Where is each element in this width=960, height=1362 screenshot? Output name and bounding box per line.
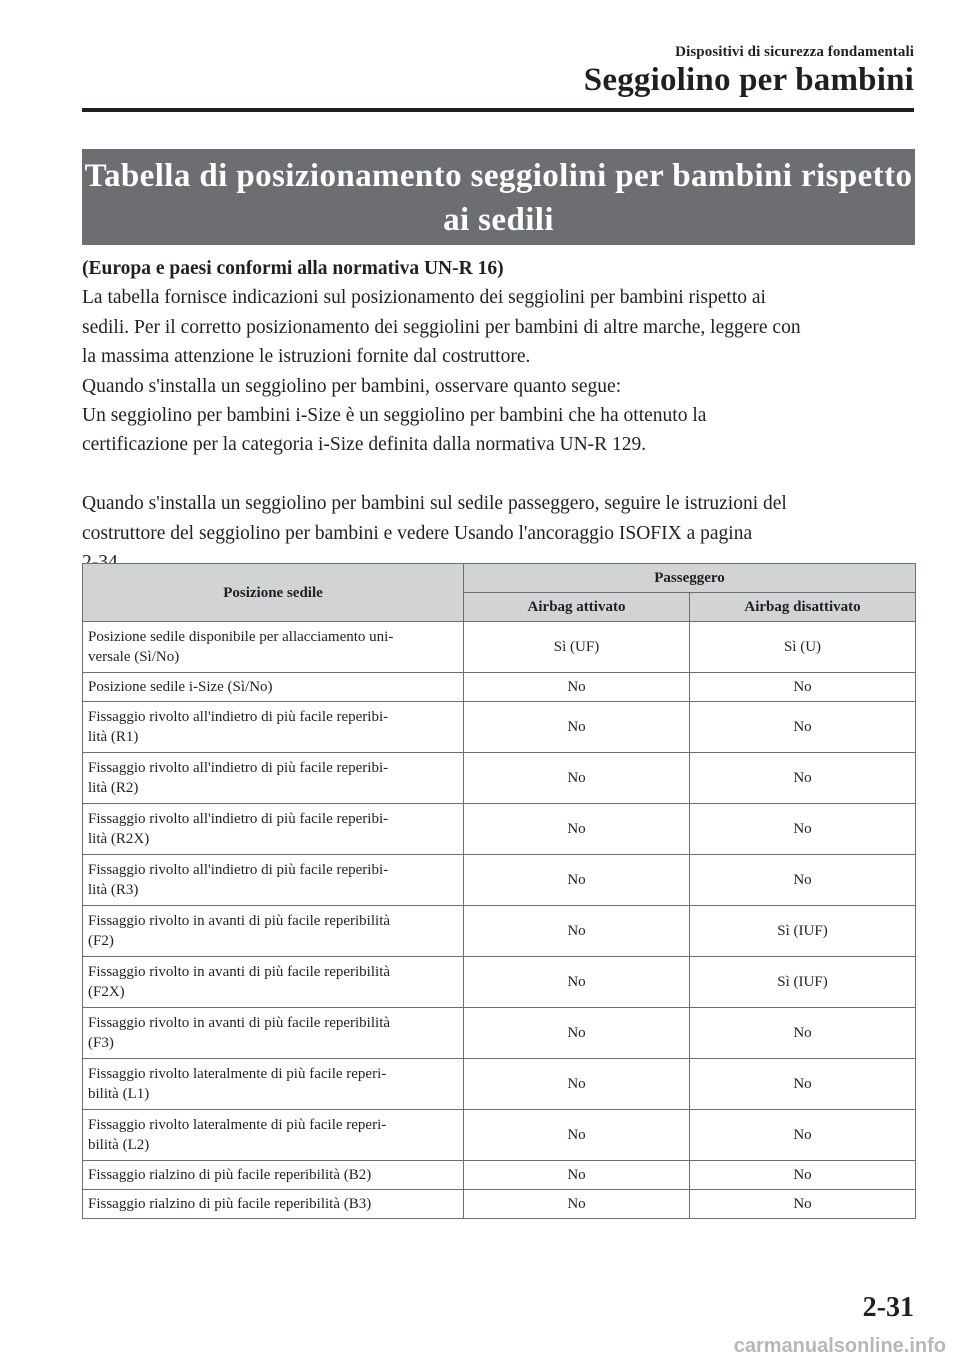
paragraph-line: Quando s'installa un seggiolino per bambini, osservare quanto segue:: [82, 375, 622, 397]
table-row: [83, 855, 916, 906]
row-label: Posizione sedile disponibile per allacciamento uni- versale (Sì/No): [83, 622, 464, 673]
airbag-off-value: No: [690, 753, 916, 804]
seat-compatibility-table: [82, 563, 916, 1219]
section-banner: [82, 149, 915, 245]
paragraph-line: Quando s'installa un seggiolino per bambini sul sedile passeggero, seguire le istruzioni del: [82, 493, 787, 515]
airbag-off-value: No: [690, 804, 916, 855]
subheading: (Europa e paesi conformi alla normativa UN-R 16): [82, 258, 504, 279]
table-row: [83, 673, 916, 702]
airbag-on-value: No: [464, 1059, 690, 1110]
airbag-on-value: No: [464, 957, 690, 1008]
airbag-on-value: No: [464, 804, 690, 855]
airbag-on-value: No: [464, 1110, 690, 1161]
section-header: Dispositivi di sicurezza fondamentali: [675, 44, 914, 60]
row-label: Fissaggio rivolto all'indietro di più facile reperibi- lità (R2X): [83, 804, 464, 855]
row-label: Posizione sedile i-Size (Sì/No): [83, 673, 464, 702]
row-label: Fissaggio rialzino di più facile reperibilità (B3): [83, 1190, 464, 1219]
airbag-off-value: No: [690, 1059, 916, 1110]
header-seat-position: Posizione sedile: [83, 564, 464, 622]
table-row: [83, 1161, 916, 1190]
airbag-on-value: No: [464, 702, 690, 753]
airbag-off-value: Sì (IUF): [690, 957, 916, 1008]
table-row: [83, 753, 916, 804]
paragraph-line: certificazione per la categoria i-Size definita dalla normativa UN-R 129.: [82, 434, 647, 456]
airbag-on-value: No: [464, 673, 690, 702]
airbag-off-value: No: [690, 1190, 916, 1219]
row-label: Fissaggio rivolto all'indietro di più facile reperibi- lità (R3): [83, 855, 464, 906]
table-row: [83, 1190, 916, 1219]
row-label: Fissaggio rialzino di più facile reperibilità (B2): [83, 1161, 464, 1190]
airbag-on-value: No: [464, 753, 690, 804]
row-label: Fissaggio rivolto in avanti di più facile reperibilità (F3): [83, 1008, 464, 1059]
airbag-off-value: No: [690, 1110, 916, 1161]
table-row: [83, 804, 916, 855]
row-label: Fissaggio rivolto in avanti di più facile reperibilità (F2): [83, 906, 464, 957]
table-row: [83, 1059, 916, 1110]
airbag-off-value: Sì (U): [690, 622, 916, 673]
paragraph-line: sedili. Per il corretto posizionamento dei seggiolini per bambini di altre marche, leggere con: [82, 316, 801, 338]
table-row: [83, 702, 916, 753]
paragraph-line: La tabella fornisce indicazioni sul posizionamento dei seggiolini per bambini rispetto ai: [82, 287, 766, 309]
airbag-on-value: No: [464, 855, 690, 906]
airbag-on-value: No: [464, 1008, 690, 1059]
row-label: Fissaggio rivolto all'indietro di più facile reperibi- lità (R1): [83, 702, 464, 753]
header-passenger: Passeggero: [464, 564, 916, 593]
airbag-off-value: No: [690, 855, 916, 906]
paragraph-line: la massima attenzione le istruzioni fornite dal costruttore.: [82, 346, 531, 368]
airbag-off-value: No: [690, 1161, 916, 1190]
header-airbag-on: Airbag attivato: [464, 593, 690, 622]
banner-line-1: Tabella di posizionamento seggiolini per bambini rispetto: [84, 158, 913, 194]
airbag-on-value: Sì (UF): [464, 622, 690, 673]
airbag-on-value: No: [464, 1190, 690, 1219]
table-row: [83, 622, 916, 673]
row-label: Fissaggio rivolto all'indietro di più facile reperibi- lità (R2): [83, 753, 464, 804]
row-label: Fissaggio rivolto lateralmente di più facile reperi- bilità (L1): [83, 1059, 464, 1110]
header-rule: [82, 108, 914, 112]
table-row: [83, 906, 916, 957]
table-row: [83, 957, 916, 1008]
airbag-off-value: Sì (IUF): [690, 906, 916, 957]
banner-line-2: ai sedili: [443, 202, 554, 238]
airbag-off-value: No: [690, 673, 916, 702]
paragraph-line: Un seggiolino per bambini i-Size è un seggiolino per bambini che ha ottenuto la: [82, 405, 707, 427]
page-title: Seggiolino per bambini: [583, 62, 914, 98]
airbag-off-value: No: [690, 1008, 916, 1059]
airbag-on-value: No: [464, 1161, 690, 1190]
body-text: [82, 254, 917, 577]
page-number: 2-31: [862, 1292, 914, 1323]
row-label: Fissaggio rivolto in avanti di più facile reperibilità (F2X): [83, 957, 464, 1008]
airbag-on-value: No: [464, 906, 690, 957]
table-row: [83, 1008, 916, 1059]
header-airbag-off: Airbag disattivato: [690, 593, 916, 622]
paragraph-line: costruttore del seggiolino per bambini e vedere Usando l'ancoraggio ISOFIX a pagina: [82, 522, 753, 544]
row-label: Fissaggio rivolto lateralmente di più facile reperi- bilità (L2): [83, 1110, 464, 1161]
table-row: [83, 1110, 916, 1161]
airbag-off-value: No: [690, 702, 916, 753]
watermark: carmanualsonline.info: [733, 1335, 946, 1357]
